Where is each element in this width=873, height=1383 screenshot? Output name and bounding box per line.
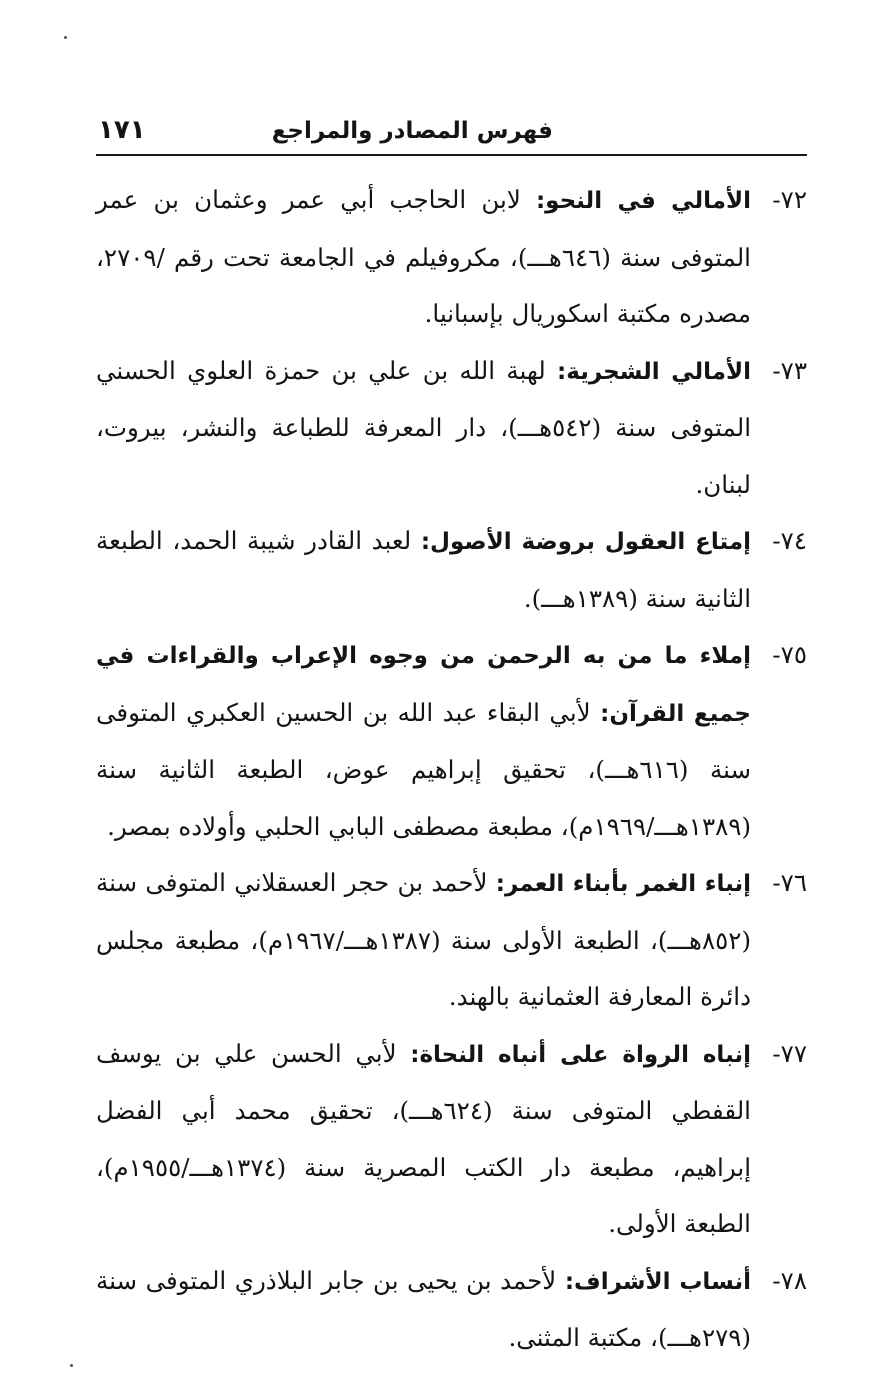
entry-number: ٧٨- bbox=[772, 1265, 807, 1295]
bibliography-entry bbox=[96, 1026, 807, 1253]
entry-text: لابن الحاجب أبي عمر وعثمان بن عمر المتوفى سنة (٦٤٦هـــ)، مكروفيلم في الجامعة تحت رقم /٢٧٠٩، مصدره مكتبة اسكوريال بإسبانيا. bbox=[96, 185, 751, 328]
scan-speck bbox=[70, 1364, 73, 1367]
page-header bbox=[96, 104, 807, 156]
entry-text: لهبة الله بن علي بن حمزة العلوي الحسني المتوفى سنة (٥٤٢هـــ)، دار المعرفة للطباعة والنشر، بيروت، لبنان. bbox=[96, 355, 751, 499]
entry-title: الأمالي في النحو: bbox=[535, 188, 751, 214]
entry-number: ٧٣- bbox=[772, 355, 807, 385]
entry-title: إملاء ما من به الرحمن من وجوه الإعراب والقراءات في جميع القرآن: bbox=[96, 643, 751, 727]
bibliography-entry bbox=[96, 1253, 807, 1367]
running-title: فهرس المصادر والمراجع bbox=[271, 118, 553, 144]
bibliography-list bbox=[96, 172, 807, 1367]
entry-number: ٧٦- bbox=[772, 868, 807, 897]
bibliography-entry bbox=[96, 343, 807, 514]
page-number: ١٧١ bbox=[98, 115, 146, 145]
entry-number: ٧٥- bbox=[772, 640, 807, 669]
entry-text: لأبي البقاء عبد الله بن الحسين العكبري المتوفى سنة (٦١٦هـــ)، تحقيق إبراهيم عوض، الطبعة الثانية سنة (١٣٨٩هـــ/١٩٦٩م)، مطبعة مصطفى البابي الحلبي وأولاده بمصر. bbox=[96, 697, 752, 841]
entry-text: لعبد القادر شيبة الحمد، الطبعة الثانية سنة (١٣٨٩هـــ). bbox=[96, 526, 751, 613]
entry-text: لأحمد بن حجر العسقلاني المتوفى سنة (٨٥٢هـــ)، الطبعة الأولى سنة (١٣٨٧هـــ/١٩٦٧م)، مطبعة مجلس دائرة المعارفة العثمانية بالهند. bbox=[96, 868, 751, 1011]
scan-speck bbox=[64, 36, 67, 39]
entry-text: لأحمد بن يحيى بن جابر البلاذري المتوفى سنة (٢٧٩هـــ)، مكتبة المثنى. bbox=[96, 1265, 751, 1352]
entry-title: إنباه الرواة على أنباه النحاة: bbox=[410, 1041, 751, 1068]
bibliography-entry bbox=[96, 627, 807, 855]
bibliography-entry bbox=[96, 172, 807, 343]
entry-title: إمتاع العقول بروضة الأصول: bbox=[420, 529, 751, 555]
bibliography-entry bbox=[96, 513, 807, 627]
entry-title: إنباء الغمر بأبناء العمر: bbox=[495, 871, 751, 897]
entry-number: ٧٧- bbox=[772, 1038, 807, 1068]
entry-number: ٧٤- bbox=[772, 526, 807, 555]
bibliography-entry bbox=[96, 855, 807, 1026]
entry-text: لأبي الحسن علي بن يوسف القفطي المتوفى سنة (٦٢٤هـــ)، تحقيق محمد أبي الفضل إبراهيم، مطبعة دار الكتب المصرية سنة (١٣٧٤هـــ/١٩٥٥م)، الطبعة الأولى. bbox=[96, 1038, 751, 1238]
entry-number: ٧٢- bbox=[772, 185, 807, 214]
entry-title: الأمالي الشجرية: bbox=[557, 358, 751, 385]
entry-title: أنساب الأشراف: bbox=[564, 1268, 751, 1295]
